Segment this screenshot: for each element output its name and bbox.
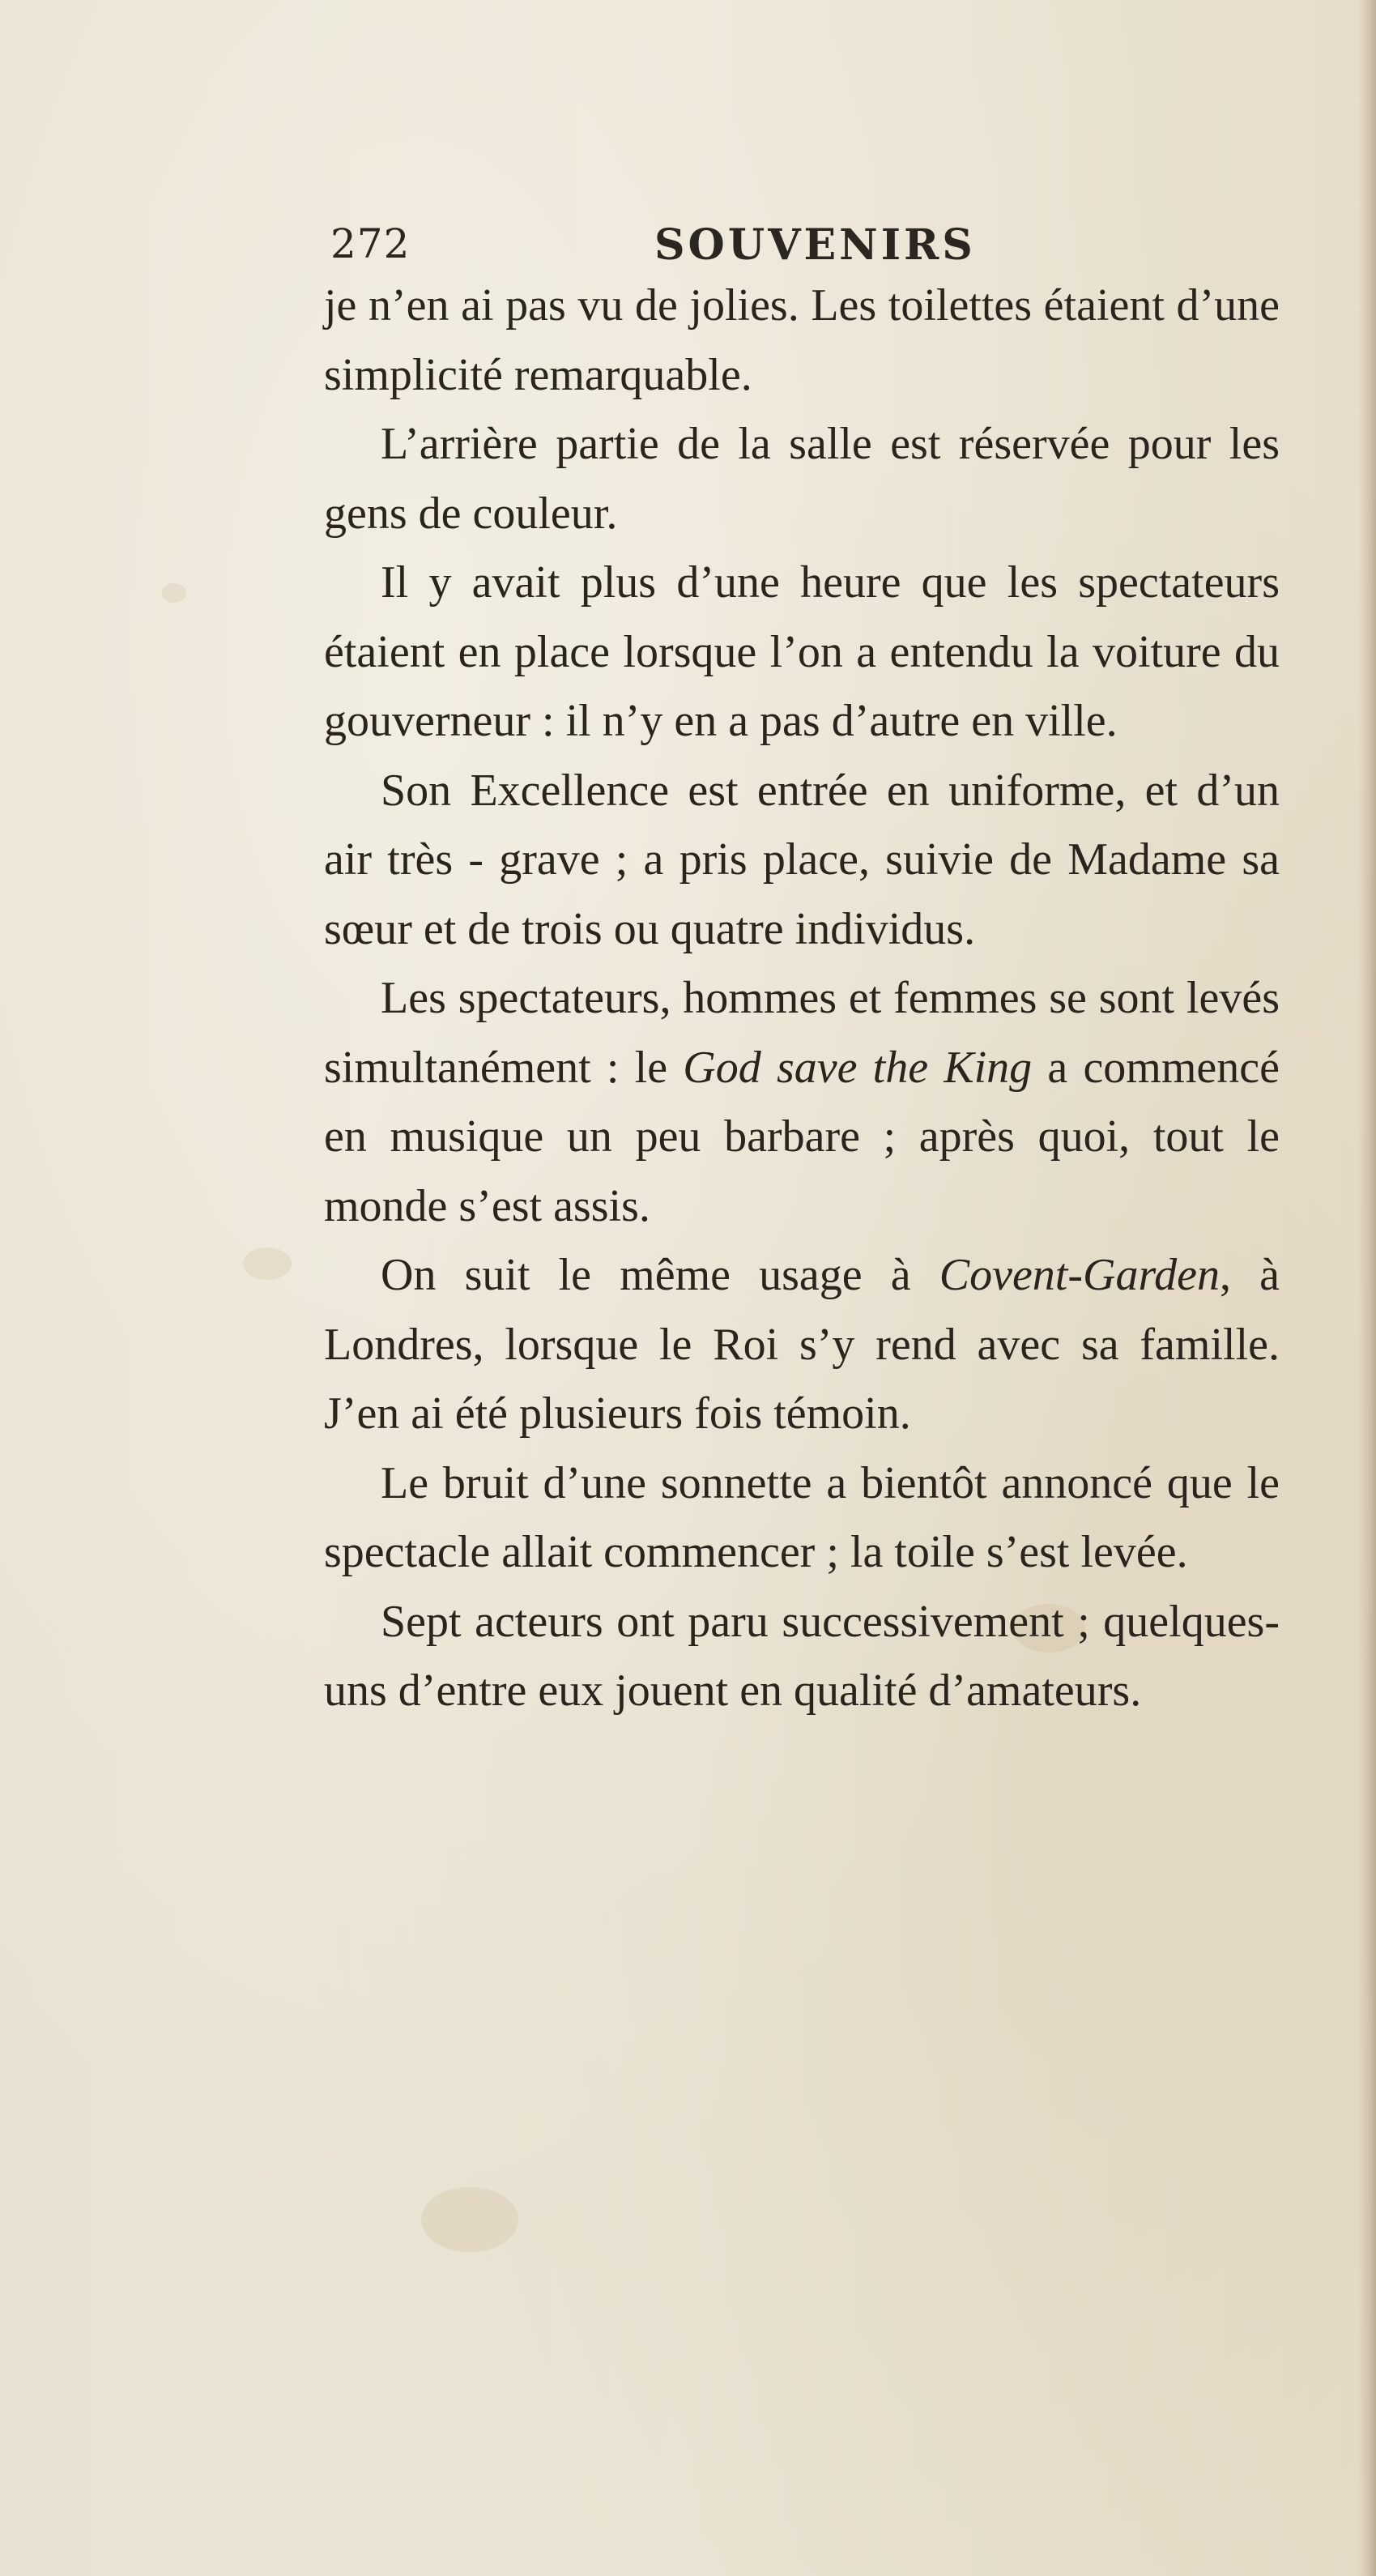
paragraph [324,964,1280,1241]
paragraph: Sept acteurs ont paru successivement ; quelques-uns d’entre eux jouent en qualité d’amateurs. [324,1596,1280,1716]
italic-place-name: Covent-Garden [939,1250,1221,1300]
page-number: 272 [330,220,411,267]
body-text [324,271,1280,1726]
italic-title: God save the King [683,1042,1033,1093]
paragraph: L’arrière partie de la salle est réservée pour les gens de couleur. [324,419,1280,539]
foxing-spot [243,1247,292,1280]
paragraph: Il y avait plus d’une heure que les spectateurs étaient en place lorsque l’on a entendu la voiture du gouverneur : il n’y en a pas d’autre en ville. [324,557,1280,746]
foxing-spot [421,2187,518,2252]
paragraph: Son Excellence est entrée en uniforme, et d’un air très - grave ; a pris place, suivie de Madame sa sœur et de trois ou quatre individus. [324,765,1280,954]
running-header [330,220,1286,277]
running-title: SOUVENIRS [654,220,976,270]
paragraph [324,1241,1280,1449]
paragraph-text: On suit le même usage à [381,1250,939,1300]
paragraph: Le bruit d’une sonnette a bientôt annoncé que le spectacle allait commencer ; la toile s’est levée. [324,1457,1280,1577]
page-edge-shadow [1358,0,1376,2576]
foxing-spot [162,583,186,603]
paragraph-text: Les spectateurs, hommes et femmes se sont levés simultanément : le [324,973,1280,1093]
paragraph-text: a commencé en musique un peu barbare ; après quoi, tout le monde s’est assis. [324,1042,1280,1231]
paragraph-text: , à Londres, lorsque le Roi s’y rend avec sa famille. J’en ai été plusieurs fois témoin. [324,1250,1280,1439]
paragraph-continuation: je n’en ai pas vu de jolies. Les toilettes étaient d’une simplicité remarquable. [324,280,1280,400]
